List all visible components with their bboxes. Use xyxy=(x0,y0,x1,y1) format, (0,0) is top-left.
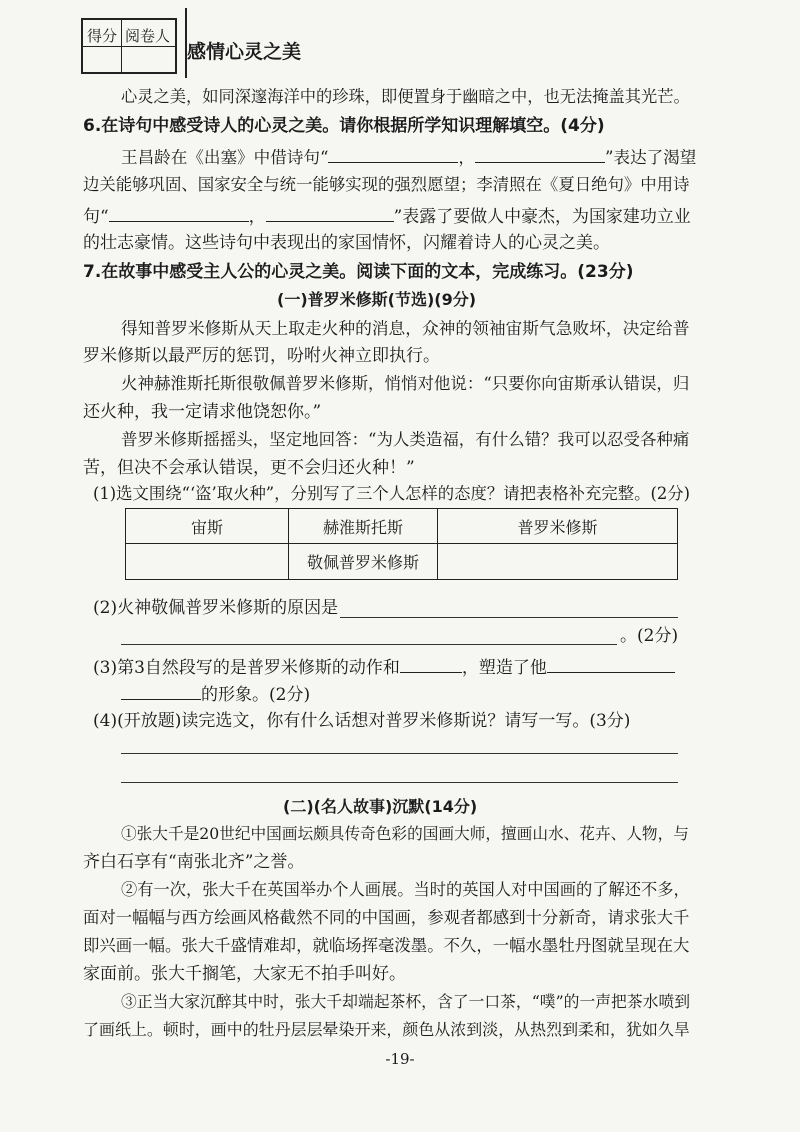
q6-blank-2[interactable] xyxy=(475,147,605,163)
table-header-hephaestus: 赫淮斯托斯 xyxy=(289,509,438,544)
q6-line1-text: 王昌龄在《出塞》中借诗句“ xyxy=(121,148,329,167)
part1-p2-l2: 还火种，我一定请求他饶恕你。” xyxy=(83,402,322,422)
part2-p3-l1: ③正当大家沉醉其中时，张大千却端起茶杯，含了一口茶，“噗”的一声把茶水喷到 xyxy=(121,992,691,1011)
section-title: 感情心灵之美 xyxy=(187,41,302,63)
part1-p3-l2: 苦，但决不会承认错误，更不会归还火种！” xyxy=(83,458,415,478)
score-box xyxy=(81,18,177,74)
part1-p1-l2: 罗米修斯以最严厉的惩罚，吩咐火神立即执行。 xyxy=(83,346,440,366)
part1-heading: (一)普罗米修斯(节选)(9分) xyxy=(277,290,477,309)
part2-heading: (二)(名人故事)沉默(14分) xyxy=(283,797,478,816)
part2-p2-l4: 家面前。张大千搁笔，大家无不拍手叫好。 xyxy=(83,964,406,984)
page-number: -19- xyxy=(385,1050,415,1068)
part1-p2-l1: 火神赫淮斯托斯很敬佩普罗米修斯，悄悄对他说：“只要你向宙斯承认错误，归 xyxy=(121,374,690,393)
part2-p1-l1: ①张大千是20世纪中国画坛颇具传奇色彩的国画大师，擅画山水、花卉、人物，与 xyxy=(121,824,689,843)
q6-comma: ， xyxy=(458,148,476,167)
table-header-zeus: 宙斯 xyxy=(126,509,289,544)
part2-p2-l1: ②有一次，张大千在英国举办个人画展。当时的英国人对中国画的了解还不多， xyxy=(121,880,690,899)
score-box-column-divider xyxy=(121,20,122,72)
q6-line3-text: 句“ xyxy=(83,207,109,227)
part2-p2-l3: 即兴画一幅。张大千盛情难却，就临场挥毫泼墨。不久，一幅水墨牡丹图就呈现在大 xyxy=(83,936,690,955)
table-cell-prometheus-answer[interactable] xyxy=(438,544,678,580)
part2-p1-l2: 齐白石享有“南张北齐”之誉。 xyxy=(83,852,305,872)
answer-line-2b[interactable] xyxy=(121,644,617,645)
answer-line-4b[interactable] xyxy=(121,782,678,783)
table-cell-zeus-answer[interactable] xyxy=(126,544,289,580)
subquestion-3-text: (3)第3自然段写的是普罗米修斯的动作和 xyxy=(93,658,400,678)
part1-p3-l1: 普罗米修斯摇摇头，坚定地回答：“为人类造福，有什么错？我可以忍受各种痛 xyxy=(121,430,690,449)
q6-line1-end: ”表达了渴望 xyxy=(605,148,697,167)
part1-p1-l1: 得知普罗米修斯从天上取走火种的消息，众神的领袖宙斯气急败坏，决定给普 xyxy=(121,318,690,338)
q6-line1 xyxy=(121,147,696,167)
part2-p2-l2: 面对一幅幅与西方绘画风格截然不同的中国画，参观者都感到十分新奇，请求张大千 xyxy=(83,908,690,927)
sq3-blank-3[interactable] xyxy=(121,684,201,700)
q6-blank-4[interactable] xyxy=(266,206,394,222)
q7-title: 7.在故事中感受主人公的心灵之美。阅读下面的文本，完成练习。(23分) xyxy=(83,262,634,282)
answer-line-2a[interactable] xyxy=(340,617,678,618)
q6-line4: 的壮志豪情。这些诗句中表现出的家国情怀，闪耀着诗人的心灵之美。 xyxy=(83,233,610,253)
q6-line2: 边关能够巩固、国家安全与统一能够实现的强烈愿望；李清照在《夏日绝句》中用诗 xyxy=(83,175,690,194)
intro-text: 心灵之美，如同深邃海洋中的珍珠，即便置身于幽暗之中，也无法掩盖其光芒。 xyxy=(121,87,690,106)
sq3-blank-2[interactable] xyxy=(547,657,675,673)
q6-comma-2: ， xyxy=(248,207,266,227)
reviewer-label: 阅卷人 xyxy=(125,27,171,45)
subquestion-4: (4)(开放题)读完选文，你有什么话想对普罗米修斯说？请写一写。(3分) xyxy=(93,711,631,731)
q6-line3 xyxy=(83,206,691,226)
part2-p3-l2: 了画纸上。顿时，画中的牡丹层层晕染开来，颜色从浓到淡，从热烈到柔和，犹如久旱 xyxy=(83,1020,690,1039)
subquestion-3-mid: ，塑造了他 xyxy=(461,658,547,678)
subquestion-3-end: 的形象。(2分) xyxy=(201,685,311,705)
q6-blank-1[interactable] xyxy=(328,147,458,163)
table-cell-hephaestus: 敬佩普罗米修斯 xyxy=(289,544,438,580)
subquestion-2: (2)火神敬佩普罗米修斯的原因是 xyxy=(93,598,339,618)
table-header-prometheus: 普罗米修斯 xyxy=(438,509,678,544)
q6-title: 6.在诗句中感受诗人的心灵之美。请你根据所学知识理解填空。(4分) xyxy=(83,116,605,136)
sq3-blank-1[interactable] xyxy=(400,657,462,673)
attitude-table xyxy=(125,508,678,580)
score-label: 得分 xyxy=(87,27,118,45)
subquestion-3-line2 xyxy=(121,684,310,704)
q6-line3-end: ”表露了要做人中豪杰，为国家建功立业 xyxy=(393,207,691,227)
subquestion-3 xyxy=(93,657,675,677)
answer-line-4a[interactable] xyxy=(121,753,678,754)
subquestion-1: (1)选文围绕“‘盗’取火种”，分别写了三个人怎样的态度？请把表格补充完整。(2分) xyxy=(93,484,690,503)
subquestion-2-points: 。(2分) xyxy=(620,626,679,646)
q6-blank-3[interactable] xyxy=(109,206,249,222)
